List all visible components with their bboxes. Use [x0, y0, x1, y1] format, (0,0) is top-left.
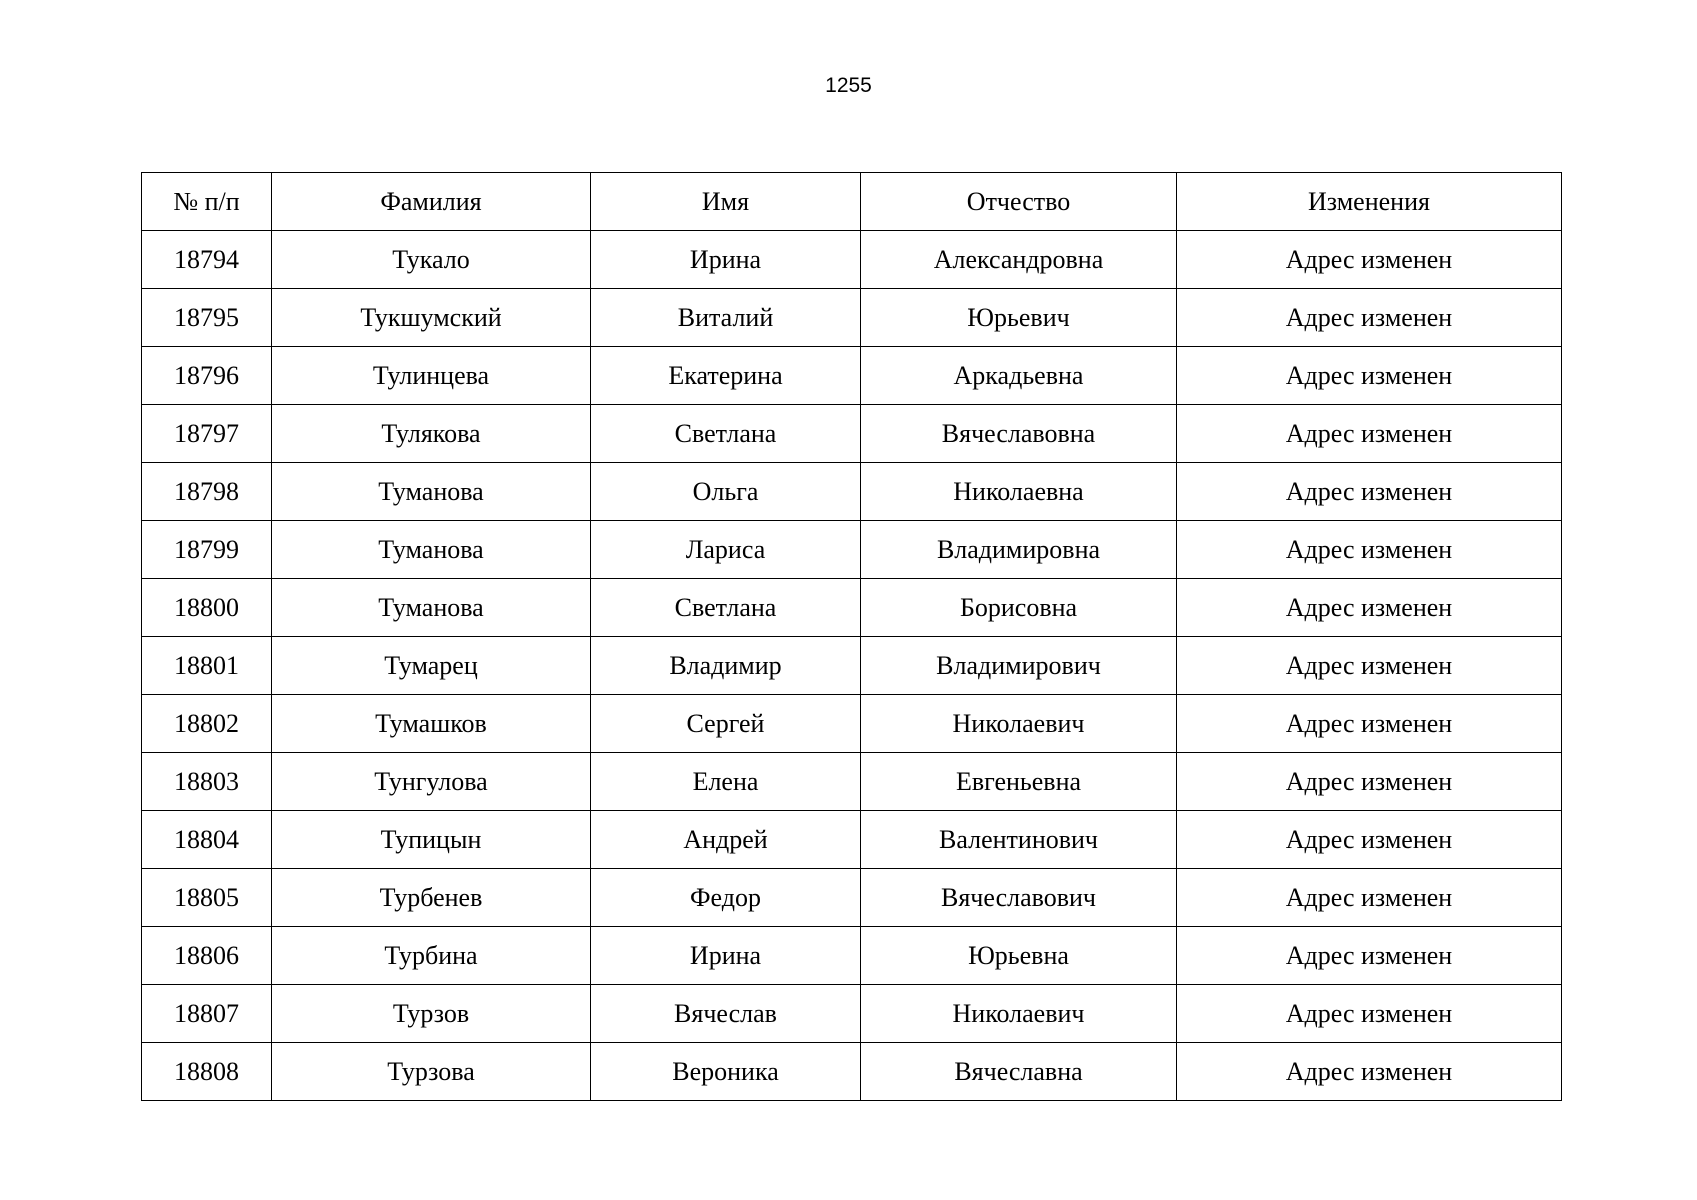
- table-row: [142, 637, 1562, 695]
- cell-patronymic: Николаевна: [861, 463, 1177, 521]
- cell-changes: Адрес изменен: [1177, 347, 1562, 405]
- cell-first-name: Владимир: [591, 637, 861, 695]
- table-row: [142, 811, 1562, 869]
- cell-surname: Тукало: [272, 231, 591, 289]
- cell-surname: Тумашков: [272, 695, 591, 753]
- cell-number: 18794: [142, 231, 272, 289]
- table-row: [142, 405, 1562, 463]
- header-patronymic: Отчество: [861, 173, 1177, 231]
- cell-changes: Адрес изменен: [1177, 463, 1562, 521]
- cell-number: 18807: [142, 985, 272, 1043]
- cell-surname: Тупицын: [272, 811, 591, 869]
- cell-first-name: Ирина: [591, 927, 861, 985]
- cell-first-name: Федор: [591, 869, 861, 927]
- cell-number: 18804: [142, 811, 272, 869]
- cell-surname: Туманова: [272, 463, 591, 521]
- cell-number: 18795: [142, 289, 272, 347]
- cell-patronymic: Юрьевич: [861, 289, 1177, 347]
- cell-changes: Адрес изменен: [1177, 289, 1562, 347]
- cell-surname: Турбина: [272, 927, 591, 985]
- cell-number: 18808: [142, 1043, 272, 1101]
- cell-changes: Адрес изменен: [1177, 695, 1562, 753]
- table-row: [142, 985, 1562, 1043]
- cell-surname: Тулякова: [272, 405, 591, 463]
- cell-first-name: Елена: [591, 753, 861, 811]
- cell-changes: Адрес изменен: [1177, 927, 1562, 985]
- cell-number: 18801: [142, 637, 272, 695]
- table-row: [142, 347, 1562, 405]
- cell-first-name: Светлана: [591, 579, 861, 637]
- cell-first-name: Виталий: [591, 289, 861, 347]
- cell-surname: Тунгулова: [272, 753, 591, 811]
- cell-patronymic: Аркадьевна: [861, 347, 1177, 405]
- cell-patronymic: Владимировна: [861, 521, 1177, 579]
- cell-patronymic: Вячеславна: [861, 1043, 1177, 1101]
- table-row: [142, 231, 1562, 289]
- header-surname: Фамилия: [272, 173, 591, 231]
- header-changes: Изменения: [1177, 173, 1562, 231]
- header-row: [142, 173, 1562, 231]
- cell-patronymic: Евгеньевна: [861, 753, 1177, 811]
- cell-patronymic: Александровна: [861, 231, 1177, 289]
- cell-number: 18800: [142, 579, 272, 637]
- cell-number: 18796: [142, 347, 272, 405]
- table-body: [142, 231, 1562, 1101]
- cell-surname: Турзова: [272, 1043, 591, 1101]
- cell-first-name: Светлана: [591, 405, 861, 463]
- cell-changes: Адрес изменен: [1177, 521, 1562, 579]
- table-row: [142, 695, 1562, 753]
- cell-first-name: Вячеслав: [591, 985, 861, 1043]
- cell-first-name: Лариса: [591, 521, 861, 579]
- cell-changes: Адрес изменен: [1177, 753, 1562, 811]
- cell-patronymic: Вячеславовна: [861, 405, 1177, 463]
- cell-surname: Тумарец: [272, 637, 591, 695]
- cell-first-name: Ирина: [591, 231, 861, 289]
- table-header: [142, 173, 1562, 231]
- cell-first-name: Вероника: [591, 1043, 861, 1101]
- cell-number: 18802: [142, 695, 272, 753]
- cell-surname: Тулинцева: [272, 347, 591, 405]
- cell-first-name: Сергей: [591, 695, 861, 753]
- table-row: [142, 1043, 1562, 1101]
- cell-surname: Тукшумский: [272, 289, 591, 347]
- cell-changes: Адрес изменен: [1177, 637, 1562, 695]
- cell-changes: Адрес изменен: [1177, 811, 1562, 869]
- cell-changes: Адрес изменен: [1177, 405, 1562, 463]
- table-row: [142, 927, 1562, 985]
- cell-patronymic: Николаевич: [861, 695, 1177, 753]
- cell-first-name: Екатерина: [591, 347, 861, 405]
- cell-surname: Туманова: [272, 521, 591, 579]
- cell-number: 18806: [142, 927, 272, 985]
- cell-changes: Адрес изменен: [1177, 1043, 1562, 1101]
- cell-surname: Турзов: [272, 985, 591, 1043]
- table-row: [142, 521, 1562, 579]
- cell-patronymic: Юрьевна: [861, 927, 1177, 985]
- cell-changes: Адрес изменен: [1177, 985, 1562, 1043]
- cell-patronymic: Борисовна: [861, 579, 1177, 637]
- header-first-name: Имя: [591, 173, 861, 231]
- table-row: [142, 579, 1562, 637]
- cell-number: 18803: [142, 753, 272, 811]
- cell-surname: Туманова: [272, 579, 591, 637]
- cell-patronymic: Николаевич: [861, 985, 1177, 1043]
- cell-first-name: Ольга: [591, 463, 861, 521]
- header-number: № п/п: [142, 173, 272, 231]
- table-row: [142, 463, 1562, 521]
- table-row: [142, 753, 1562, 811]
- cell-patronymic: Валентинович: [861, 811, 1177, 869]
- page-number: 1255: [825, 74, 872, 97]
- cell-changes: Адрес изменен: [1177, 579, 1562, 637]
- table-row: [142, 869, 1562, 927]
- cell-number: 18797: [142, 405, 272, 463]
- cell-number: 18805: [142, 869, 272, 927]
- cell-number: 18799: [142, 521, 272, 579]
- cell-first-name: Андрей: [591, 811, 861, 869]
- cell-changes: Адрес изменен: [1177, 231, 1562, 289]
- records-table: [141, 172, 1562, 1101]
- cell-patronymic: Вячеславович: [861, 869, 1177, 927]
- cell-changes: Адрес изменен: [1177, 869, 1562, 927]
- cell-number: 18798: [142, 463, 272, 521]
- cell-patronymic: Владимирович: [861, 637, 1177, 695]
- cell-surname: Турбенев: [272, 869, 591, 927]
- table-row: [142, 289, 1562, 347]
